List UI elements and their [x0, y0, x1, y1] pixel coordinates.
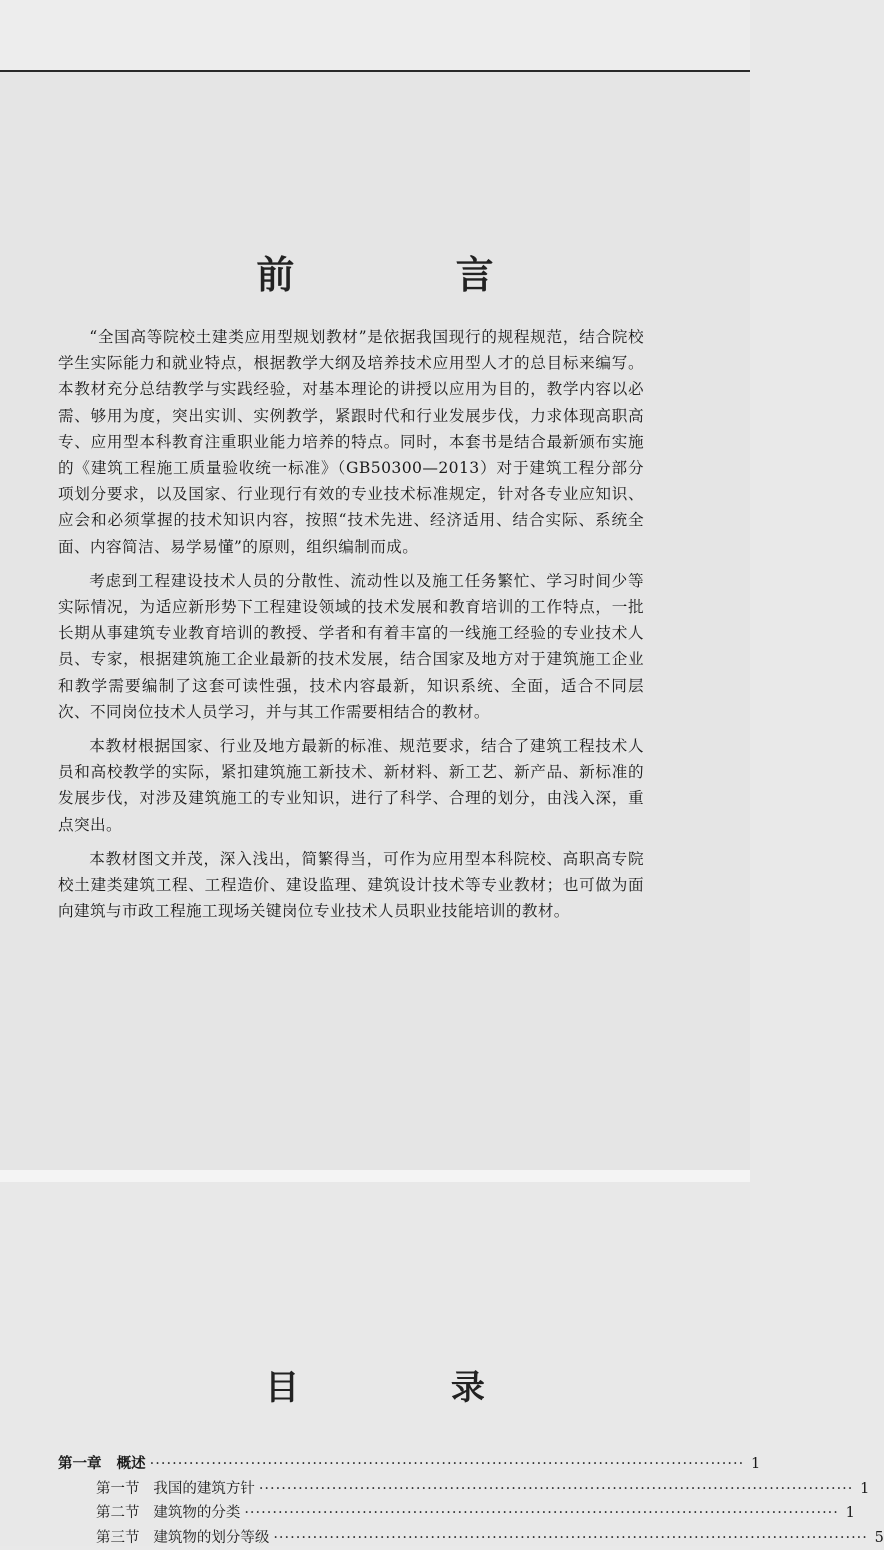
toc-entry-label: 第二节 建筑物的分类	[96, 1501, 240, 1522]
toc-entry[interactable]	[58, 1526, 656, 1550]
toc-entry-page: 5	[872, 1530, 884, 1546]
toc-page	[0, 1182, 750, 1546]
preface-paragraph-2: 考虑到工程建设技术人员的分散性、流动性以及施工任务繁忙、学习时间少等实际情况，为适应新形势下工程建设领域的技术发展和教育培训的工作特点，一批长期从事建筑专业教育培训的教授、学者和有着丰富的一线施工经验的专业技术人员、专家，根据建筑施工企业最新的技术发展，结合国家及地方对于建筑施工企业和教学需要编制了这套可读性强，技术内容最新，知识系统、全面，适合不同层次、不同岗位技术人员学习，并与其工作需要相结合的教材。	[58, 568, 644, 725]
toc-leader-dots: ··········································································································	[273, 1530, 868, 1546]
preface-page	[0, 72, 750, 1170]
previous-page-edge	[0, 0, 750, 72]
toc-entry[interactable]	[58, 1477, 656, 1502]
toc-title: 目 录	[0, 1360, 750, 1409]
toc-entry[interactable]	[58, 1501, 656, 1526]
toc-leader-dots: ··········································································································	[259, 1481, 854, 1497]
toc-entry-page: 1	[748, 1456, 760, 1472]
toc-entry-page: 1	[857, 1481, 869, 1497]
toc-list	[58, 1452, 656, 1550]
toc-entry-label: 第三节 建筑物的划分等级	[96, 1526, 269, 1547]
toc-leader-dots: ··········································································································	[150, 1456, 745, 1472]
preface-body	[58, 324, 644, 932]
toc-entry-page: 1	[843, 1505, 855, 1521]
toc-entry-label: 第一节 我国的建筑方针	[96, 1477, 255, 1498]
preface-paragraph-4: 本教材图文并茂，深入浅出，简繁得当，可作为应用型本科院校、高职高专院校土建类建筑工程、工程造价、建设监理、建筑设计技术等专业教材；也可做为面向建筑与市政工程施工现场关键岗位专业技术人员职业技能培训的教材。	[58, 846, 644, 925]
toc-entry[interactable]	[58, 1452, 656, 1477]
toc-entry-label: 第一章 概述	[58, 1452, 146, 1473]
preface-paragraph-3: 本教材根据国家、行业及地方最新的标准、规范要求，结合了建筑工程技术人员和高校教学的实际，紧扣建筑施工新技术、新材料、新工艺、新产品、新标准的发展步伐，对涉及建筑施工的专业知识，进行了科学、合理的划分，由浅入深，重点突出。	[58, 733, 644, 838]
page-gap	[0, 1170, 750, 1182]
toc-leader-dots: ··········································································································	[244, 1505, 839, 1521]
preface-title: 前 言	[0, 244, 750, 299]
preface-paragraph-1: “全国高等院校土建类应用型规划教材”是依据我国现行的规程规范，结合院校学生实际能力和就业特点，根据教学大纲及培养技术应用型人才的总目标来编写。本教材充分总结教学与实践经验，对基本理论的讲授以应用为目的，教学内容以必需、够用为度，突出实训、实例教学，紧跟时代和行业发展步伐，力求体现高职高专、应用型本科教育注重职业能力培养的特点。同时，本套书是结合最新颁布实施的《建筑工程施工质量验收统一标准》（GB50300—2013）对于建筑工程分部分项划分要求，以及国家、行业现行有效的专业技术标准规定，针对各专业应知识、应会和必须掌握的技术知识内容，按照“技术先进、经济适用、结合实际、系统全面、内容简洁、易学易懂”的原则，组织编制而成。	[58, 324, 644, 560]
